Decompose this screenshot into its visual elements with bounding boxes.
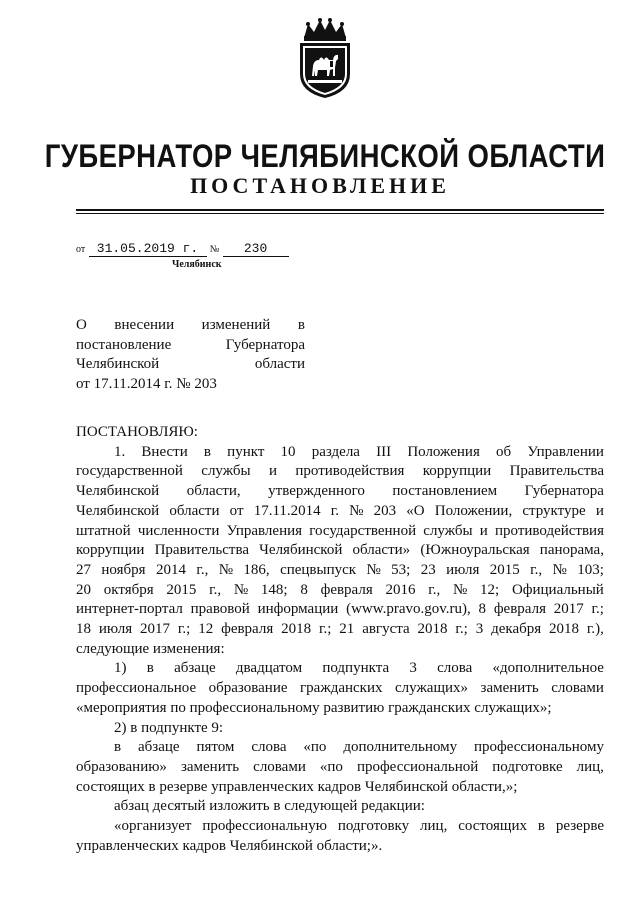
subject-line (76, 316, 305, 336)
coat-of-arms-icon (294, 18, 356, 100)
subject-word: в (297, 317, 305, 333)
body-line: 18 июля 2017 г.; 12 февраля 2018 г.; 21 августа 2018 г.; 3 декабря 2018 г.), (76, 621, 604, 638)
body-line: интернет-портал правовой информации (www.pravo.gov.ru), 8 февраля 2017 г.; (76, 601, 604, 618)
body-line: 27 ноября 2014 г., № 186, спецвыпуск № 53; 23 июля 2015 г., № 103; (76, 561, 604, 578)
page-title: ГУБЕРНАТОР ЧЕЛЯБИНСКОЙ ОБЛАСТИ (44, 138, 606, 174)
body-line: 2) в подпункте 9: (114, 719, 224, 736)
from-label: от (76, 244, 86, 255)
subject-line (76, 375, 305, 395)
subject-word: внесении (114, 317, 175, 333)
body-line: абзац десятый изложить в следующей редакции: (114, 798, 425, 815)
body-line: в абзаце пятом слова «по дополнительному профессиональному (114, 739, 604, 756)
subject-line (76, 336, 305, 356)
subject-word: Челябинской (76, 356, 160, 373)
body-line: государственной службы и противодействия коррупции Правительства (76, 463, 604, 480)
document-subject (76, 316, 305, 395)
document-number: 230 (223, 241, 289, 257)
decree-word: ПОСТАНОВЛЯЮ: (76, 424, 198, 440)
body-line: коррупции Правительства Челябинской области» (Южноуральская панорама, (76, 542, 604, 559)
subject-word: О (76, 317, 87, 333)
body-line: 1. Внести в пункт 10 раздела III Положения об Управлении (114, 443, 604, 460)
body-line: Челябинской области, утвержденного постановлением Губернатора (76, 483, 604, 500)
body-line: профессиональное образование гражданских служащих» заменить словами (76, 680, 604, 697)
body-line: состоящих в резерве управленческих кадров Челябинской области,»; (76, 778, 518, 795)
body-line: Челябинской области от 17.11.2014 г. № 203 «О Положении, структуре и (76, 502, 604, 519)
body-line: штатной численности Управления государственной службы и противодействия (76, 522, 604, 539)
body-line: «мероприятия по профессиональному развитию гражданских служащих»; (76, 699, 552, 716)
subject-word: области (254, 356, 305, 373)
body-line: следующие изменения: (76, 640, 225, 657)
document-date: 31.05.2019 г. (89, 241, 207, 257)
header-divider-thin (76, 213, 604, 214)
subject-word: от 17.11.2014 г. № 203 (76, 376, 217, 393)
number-sign: № (209, 244, 220, 255)
subject-word: постановление (76, 336, 172, 353)
body-line: управленческих кадров Челябинской области;». (76, 837, 383, 854)
city-label: Челябинск (172, 259, 222, 270)
document-type: ПОСТАНОВЛЕНИЕ (190, 173, 450, 198)
document-body (76, 423, 604, 856)
subject-line (76, 355, 305, 375)
body-line: 20 октября 2015 г., № 148; 8 февраля 2016 г., № 12; Официальный (76, 581, 604, 598)
subject-word: Губернатора (225, 336, 305, 353)
date-number-row (76, 240, 289, 257)
body-line: образованию» заменить словами «по профессиональной подготовке лиц, (76, 758, 604, 775)
body-line: «организует профессиональную подготовку лиц, состоящих в резерве (114, 818, 604, 835)
subject-word: изменений (201, 317, 271, 333)
body-text (76, 443, 604, 857)
header-divider (76, 209, 604, 211)
body-line: 1) в абзаце двадцатом подпункта 3 слова «дополнительное (114, 660, 604, 677)
